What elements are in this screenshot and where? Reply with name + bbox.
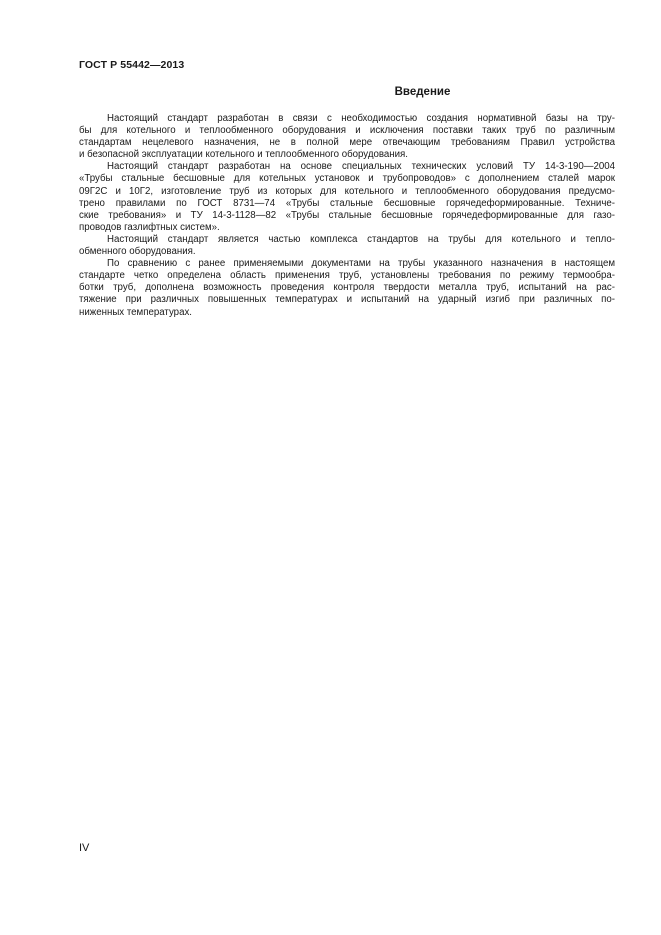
- text-line: Настоящий стандарт разработан на основе специальных технических условий ТУ 14-3-190—2004: [107, 161, 615, 173]
- text-line: стандартам нецелевого назначения, не в полной мере отвечающим требованиям Правил устройства: [79, 137, 615, 149]
- text-line: 09Г2С и 10Г2, изготовление труб из которых для котельного и теплообменного оборудования предусмо-: [79, 185, 615, 197]
- paragraph: [79, 234, 615, 258]
- text-line: трено правилами по ГОСТ 8731—74 «Трубы стальные бесшовные горячедеформированные. Техниче-: [79, 197, 615, 209]
- text-line: ские требования» и ТУ 14-3-1128—82 «Трубы стальные бесшовные горячедеформированные для газо-: [79, 209, 615, 221]
- text-line: Настоящий стандарт является частью комплекса стандартов на трубы для котельного и тепло-: [107, 233, 615, 245]
- text-line: «Трубы стальные бесшовные для котельных установок и трубопроводов» с дополнением сталей марок: [79, 173, 615, 185]
- text-line: обменного оборудования.: [79, 246, 196, 258]
- text-line: и безопасной эксплуатации котельного и теплообменного оборудования.: [79, 149, 408, 161]
- text-line: Настоящий стандарт разработан в связи с необходимостью создания нормативной базы на тру-: [107, 113, 615, 124]
- section-title: Введение: [394, 86, 451, 98]
- text-line: проводов газлифтных систем».: [79, 221, 220, 233]
- body-text: [79, 113, 615, 319]
- text-line: тяжение при различных повышенных температурах и испытаний на ударный изгиб при различных по-: [79, 294, 615, 306]
- paragraph: [79, 113, 615, 161]
- document-header: ГОСТ Р 55442—2013: [79, 59, 185, 71]
- paragraph: [79, 258, 615, 318]
- text-line: ниженных температурах.: [79, 306, 192, 318]
- text-line: По сравнению с ранее применяемыми документами на трубы указанного назначения в настоящем: [107, 258, 615, 270]
- text-line: ботки труб, дополнена возможность проведения контроля твердости металла труб, испытаний на рас-: [79, 282, 615, 294]
- text-line: стандарте четко определена область применения труб, установлены требования по режиму термообра-: [79, 270, 615, 282]
- text-line: бы для котельного и теплообменного оборудования и исключения поставки таких труб по различным: [79, 125, 615, 137]
- paragraph: [79, 161, 615, 234]
- page-number: IV: [79, 842, 90, 854]
